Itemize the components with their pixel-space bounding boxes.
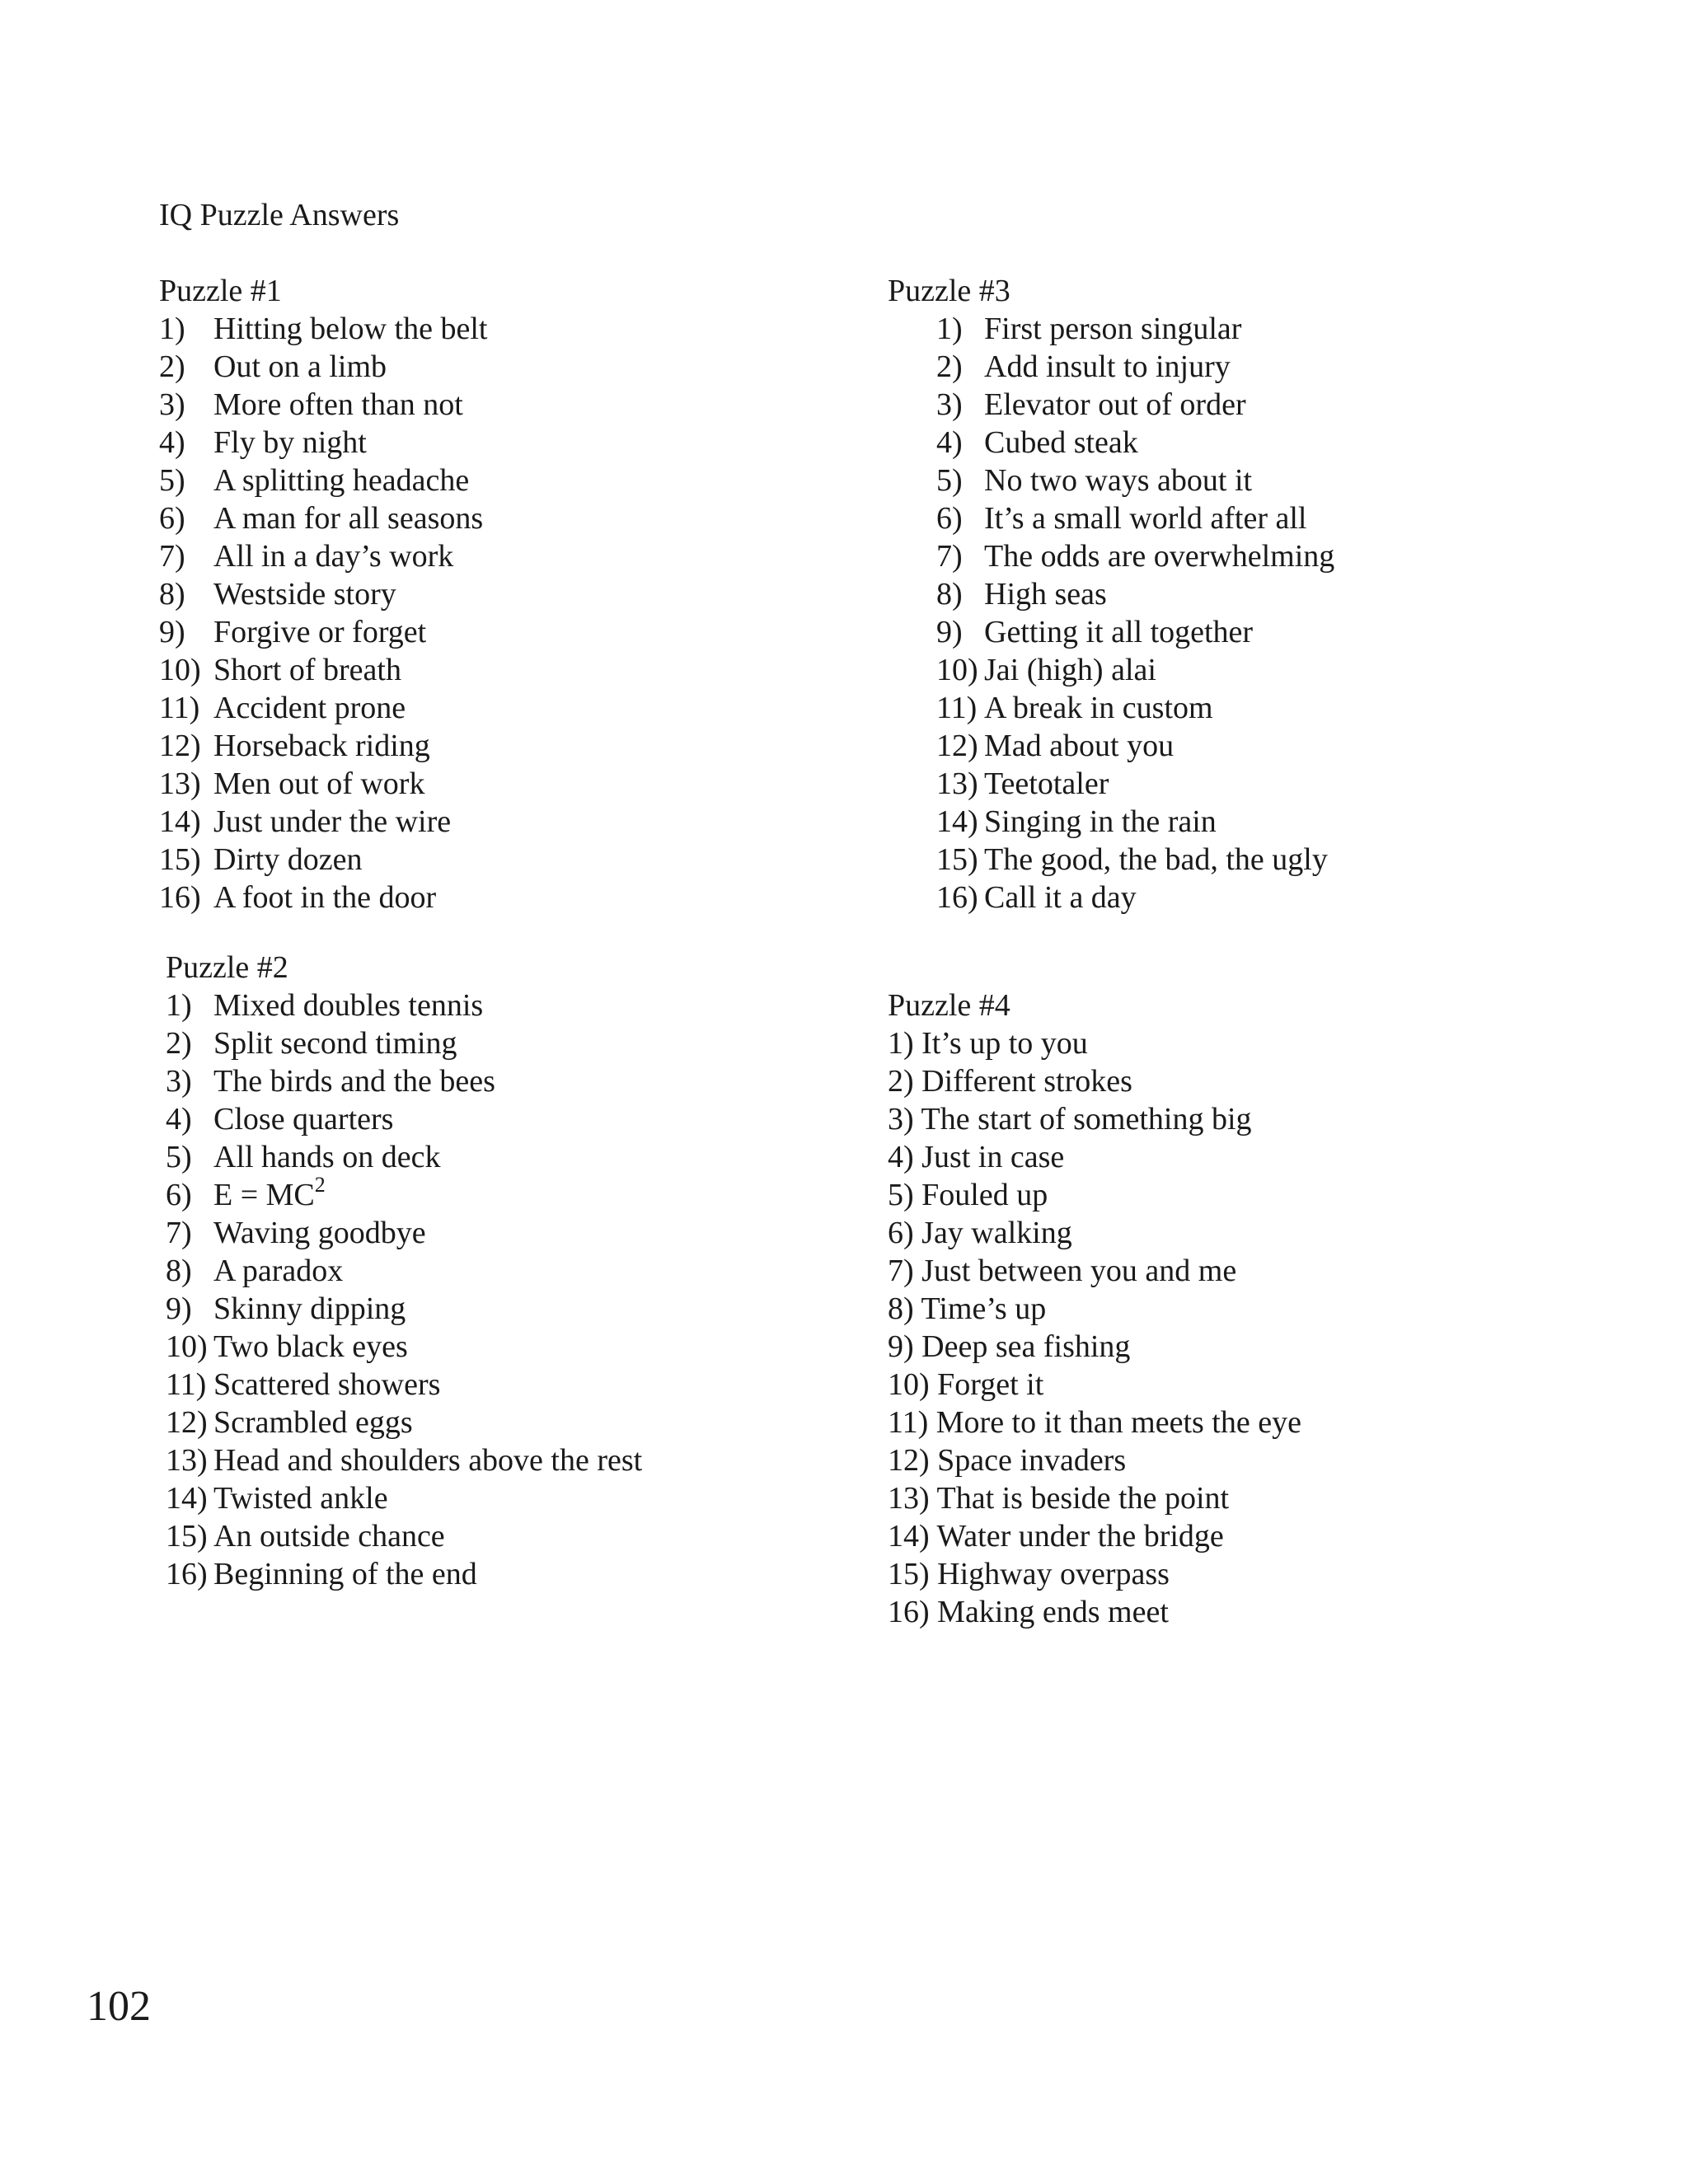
answer-number: 13) — [166, 1443, 208, 1478]
answer-item — [159, 651, 401, 689]
answer-item — [888, 1138, 1301, 1176]
answer-item — [888, 1479, 1301, 1517]
answer-number: 10) — [936, 653, 978, 687]
answer-item — [159, 348, 387, 386]
answer-item — [888, 537, 1335, 575]
answer-number: 12) — [936, 729, 978, 763]
answer-item — [166, 1252, 344, 1290]
answer-number: 3) — [166, 1064, 192, 1099]
puzzle-4-title: Puzzle #4 — [888, 988, 1010, 1023]
answer-text: A break in custom — [984, 691, 1213, 725]
answer-item — [888, 424, 1138, 462]
answer-text: Beginning of the end — [213, 1557, 477, 1591]
answer-item — [159, 575, 396, 613]
answer-item — [166, 1555, 477, 1593]
answer-number: 2) — [888, 1064, 914, 1099]
answer-item — [888, 1100, 1301, 1138]
answer-item — [166, 1138, 441, 1176]
answer-text: Skinny dipping — [213, 1291, 406, 1326]
answer-number: 14) — [166, 1481, 208, 1516]
answer-text: Just in case — [921, 1140, 1065, 1174]
answer-text: Forgive or forget — [213, 615, 427, 649]
answer-number: 16) — [159, 880, 201, 915]
answer-text: Space invaders — [937, 1443, 1127, 1478]
answer-number: 4) — [936, 425, 963, 460]
answer-text: Deep sea fishing — [921, 1329, 1131, 1364]
answer-item — [166, 1214, 426, 1252]
answer-text: Add insult to injury — [984, 349, 1231, 384]
answer-text: Elevator out of order — [984, 387, 1246, 422]
answer-text: Time’s up — [921, 1291, 1047, 1326]
answer-number: 9) — [888, 1329, 914, 1364]
answer-item — [888, 1252, 1301, 1290]
answer-text: Scattered showers — [213, 1367, 441, 1402]
answer-item — [166, 1404, 413, 1441]
answer-item — [888, 1290, 1301, 1328]
answer-number: 2) — [166, 1026, 192, 1061]
answer-item — [166, 1366, 441, 1404]
answer-number: 4) — [166, 1102, 192, 1137]
answer-number: 11) — [888, 1405, 929, 1440]
answer-text: Twisted ankle — [213, 1481, 388, 1516]
answer-number: 3) — [936, 387, 963, 422]
answer-number: 13) — [159, 766, 201, 801]
answer-item — [888, 310, 1242, 348]
answer-text: Men out of work — [213, 766, 425, 801]
answer-item — [159, 727, 430, 765]
answer-text: The odds are overwhelming — [984, 539, 1335, 574]
answer-item — [166, 987, 484, 1024]
answer-item — [159, 310, 488, 348]
page-number: 102 — [87, 1983, 151, 2030]
answer-number: 16) — [936, 880, 978, 915]
answer-number: 11) — [159, 691, 200, 725]
answer-text: High seas — [984, 577, 1107, 612]
puzzle-2-section — [166, 949, 643, 1593]
answer-number: 14) — [888, 1519, 930, 1554]
answer-text: First person singular — [984, 312, 1242, 346]
answer-item — [888, 651, 1156, 689]
answer-number: 16) — [166, 1557, 208, 1591]
answer-text: Just between you and me — [921, 1254, 1237, 1288]
answer-text: Close quarters — [213, 1102, 394, 1137]
answer-item — [888, 386, 1246, 424]
answer-item — [166, 1173, 326, 1214]
answer-text: The start of something big — [921, 1102, 1252, 1137]
answer-text: It’s up to you — [921, 1026, 1088, 1061]
answer-text: Fly by night — [213, 425, 367, 460]
answer-text: Getting it all together — [984, 615, 1254, 649]
answer-number: 15) — [159, 842, 201, 877]
answer-item — [159, 841, 363, 879]
answer-text: The birds and the bees — [213, 1064, 495, 1099]
answer-item — [159, 879, 437, 916]
answer-text: Short of breath — [213, 653, 401, 687]
answer-item — [888, 765, 1109, 803]
answer-item — [888, 1024, 1301, 1062]
answer-text: Accident prone — [213, 691, 406, 725]
answer-item — [888, 879, 1137, 916]
answer-item — [888, 727, 1175, 765]
answer-item — [888, 1214, 1301, 1252]
answer-item — [166, 1062, 495, 1100]
answer-item — [166, 1328, 408, 1366]
answer-number: 2) — [159, 349, 185, 384]
answer-text: All hands on deck — [213, 1140, 441, 1174]
answer-number: 9) — [936, 615, 963, 649]
answer-text: Singing in the rain — [984, 804, 1217, 839]
page-title: IQ Puzzle Answers — [159, 198, 400, 232]
answer-text: Making ends meet — [937, 1595, 1169, 1629]
answer-item — [159, 462, 470, 499]
answer-text: Westside story — [213, 577, 396, 612]
answer-item — [166, 1441, 643, 1479]
answer-text: A foot in the door — [213, 880, 437, 915]
answer-item — [166, 1024, 457, 1062]
answer-item — [888, 613, 1254, 651]
answer-number: 4) — [159, 425, 185, 460]
answer-item — [166, 1290, 406, 1328]
answer-number: 7) — [166, 1216, 192, 1250]
answer-item — [888, 1517, 1301, 1555]
answer-number: 7) — [159, 539, 185, 574]
answer-number: 12) — [166, 1405, 208, 1440]
answer-number: 13) — [888, 1481, 930, 1516]
answer-number: 12) — [888, 1443, 930, 1478]
answer-item — [888, 689, 1213, 727]
answer-item — [159, 765, 425, 803]
answer-text: Horseback riding — [213, 729, 430, 763]
answer-number: 10) — [159, 653, 201, 687]
answer-item — [888, 348, 1231, 386]
answer-item — [888, 1555, 1301, 1593]
answer-item — [888, 1593, 1301, 1631]
answer-number: 6) — [888, 1216, 914, 1250]
answer-number: 8) — [159, 577, 185, 612]
answer-item — [159, 689, 406, 727]
answer-text: Water under the bridge — [936, 1519, 1224, 1554]
answer-number: 14) — [159, 804, 201, 839]
answer-text: Head and shoulders above the rest — [213, 1443, 643, 1478]
puzzle-2-title: Puzzle #2 — [166, 950, 288, 985]
answer-number: 6) — [166, 1178, 192, 1212]
answer-number: 1) — [159, 312, 185, 346]
answer-item — [159, 424, 367, 462]
answer-text: An outside chance — [213, 1519, 445, 1554]
answer-item — [888, 1404, 1301, 1441]
answer-number: 5) — [159, 463, 185, 498]
answer-item — [159, 537, 454, 575]
answer-number: 5) — [166, 1140, 192, 1174]
answer-number: 13) — [936, 766, 978, 801]
answer-item — [159, 386, 463, 424]
answer-item — [166, 1517, 445, 1555]
answer-number: 5) — [888, 1178, 914, 1212]
answer-number: 7) — [936, 539, 963, 574]
answer-text: E = MC — [213, 1178, 315, 1212]
answer-item — [888, 1062, 1301, 1100]
answer-number: 4) — [888, 1140, 914, 1174]
answer-text: Mad about you — [984, 729, 1175, 763]
answer-item — [888, 803, 1217, 841]
answer-number: 11) — [166, 1367, 207, 1402]
answer-item — [888, 499, 1307, 537]
puzzle-1-title: Puzzle #1 — [159, 274, 282, 308]
answer-text: Jay walking — [921, 1216, 1072, 1250]
answer-text: Out on a limb — [213, 349, 387, 384]
answer-text: Two black eyes — [213, 1329, 408, 1364]
answer-number: 6) — [936, 501, 963, 536]
puzzle-3-section — [888, 272, 1335, 916]
answer-number: 1) — [888, 1026, 914, 1061]
answer-item — [888, 1328, 1301, 1366]
answer-item — [888, 575, 1107, 613]
answer-text: Call it a day — [984, 880, 1137, 915]
answer-text: Forget it — [937, 1367, 1044, 1402]
answer-text: The good, the bad, the ugly — [984, 842, 1328, 877]
answer-number: 14) — [936, 804, 978, 839]
answer-text: Waving goodbye — [213, 1216, 426, 1250]
answer-text: Cubed steak — [984, 425, 1138, 460]
answer-text: Highway overpass — [937, 1557, 1170, 1591]
answer-number: 9) — [166, 1291, 192, 1326]
answer-text: Jai (high) alai — [984, 653, 1156, 687]
answer-number: 16) — [888, 1595, 930, 1629]
puzzle-4-section — [888, 987, 1301, 1631]
answer-number: 8) — [166, 1254, 192, 1288]
answer-item — [888, 462, 1253, 499]
answer-item — [159, 803, 452, 841]
answer-number: 8) — [888, 1291, 914, 1326]
answer-text: Teetotaler — [984, 766, 1109, 801]
answer-text: More often than not — [213, 387, 463, 422]
answer-text: Mixed doubles tennis — [213, 988, 484, 1023]
answer-item — [888, 1366, 1301, 1404]
answer-number: 12) — [159, 729, 201, 763]
answer-number: 15) — [166, 1519, 208, 1554]
answer-item — [888, 841, 1328, 879]
answer-text: Split second timing — [213, 1026, 457, 1061]
answer-number: 8) — [936, 577, 963, 612]
answer-text: A man for all seasons — [213, 501, 484, 536]
answer-text: A splitting headache — [213, 463, 470, 498]
puzzle-1-section — [159, 272, 488, 916]
answer-text: Just under the wire — [213, 804, 452, 839]
puzzle-3-title: Puzzle #3 — [888, 274, 1010, 308]
answer-item — [159, 499, 484, 537]
answer-text: Dirty dozen — [213, 842, 363, 877]
answer-item — [166, 1100, 394, 1138]
answer-number: 10) — [166, 1329, 208, 1364]
answer-item — [159, 613, 427, 651]
answer-item — [888, 1176, 1301, 1214]
answer-text: Hitting below the belt — [213, 312, 488, 346]
answer-text: No two ways about it — [984, 463, 1253, 498]
answer-number: 2) — [936, 349, 963, 384]
answer-text: A paradox — [213, 1254, 344, 1288]
answer-number: 5) — [936, 463, 963, 498]
answer-text: It’s a small world after all — [984, 501, 1307, 536]
answer-text: Scrambled eggs — [213, 1405, 413, 1440]
answer-number: 7) — [888, 1254, 914, 1288]
answer-item — [166, 1479, 388, 1517]
answer-text: That is beside the point — [936, 1481, 1230, 1516]
answer-number: 1) — [166, 988, 192, 1023]
answer-number: 3) — [159, 387, 185, 422]
superscript-exponent: 2 — [314, 1173, 326, 1197]
answer-item — [888, 1441, 1301, 1479]
answer-text: Fouled up — [921, 1178, 1048, 1212]
answer-number: 15) — [888, 1557, 930, 1591]
answer-number: 10) — [888, 1367, 930, 1402]
answer-number: 9) — [159, 615, 185, 649]
answer-text: More to it than meets the eye — [935, 1405, 1301, 1440]
answer-number: 6) — [159, 501, 185, 536]
answer-number: 1) — [936, 312, 963, 346]
answer-text: Different strokes — [921, 1064, 1132, 1099]
answer-text: All in a day’s work — [213, 539, 454, 574]
answer-number: 3) — [888, 1102, 914, 1137]
answer-number: 15) — [936, 842, 978, 877]
answer-number: 11) — [936, 691, 978, 725]
